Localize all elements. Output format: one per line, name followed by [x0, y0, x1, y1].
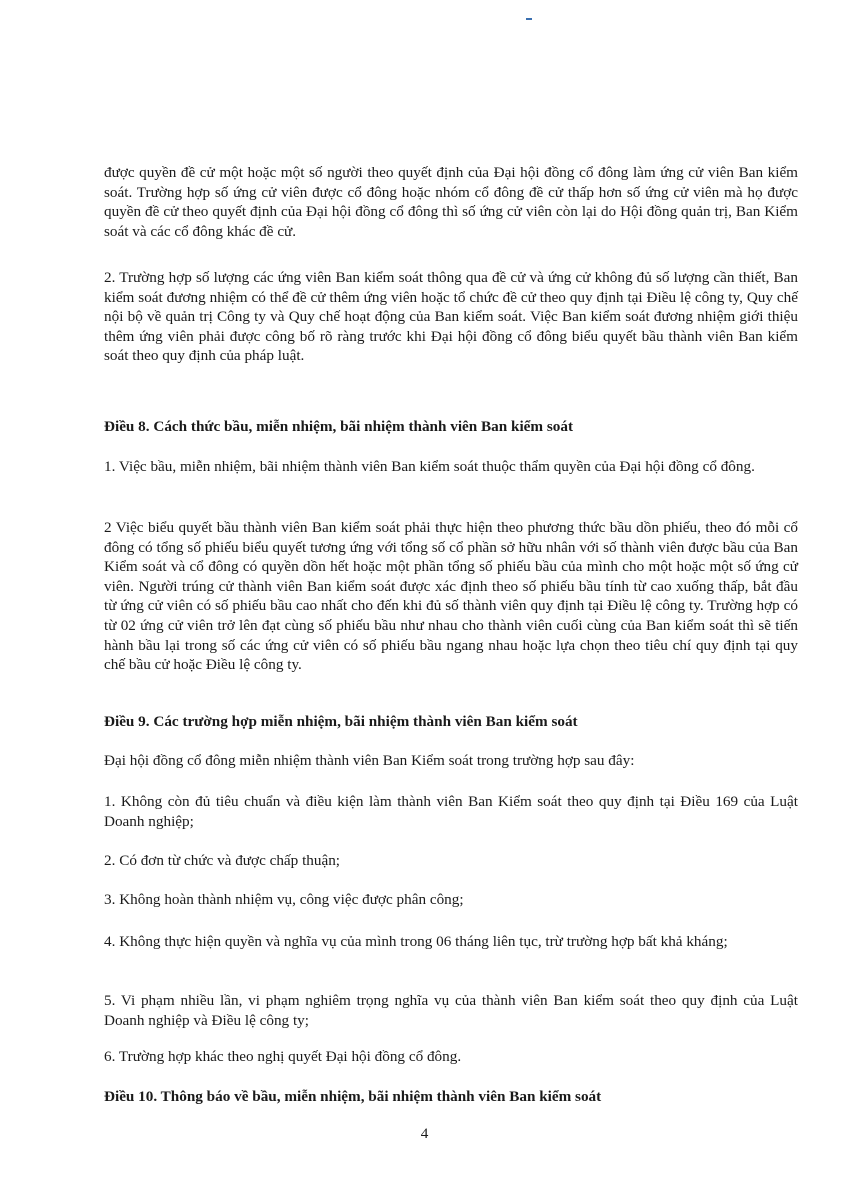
paragraph-article-9-item-6: 6. Trường hợp khác theo nghị quyết Đại hội đồng cổ đông.: [104, 1048, 462, 1065]
heading-article-10: Điều 10. Thông báo về bầu, miễn nhiệm, bãi nhiệm thành viên Ban kiểm soát: [104, 1088, 602, 1105]
heading-article-8: Điều 8. Cách thức bầu, miễn nhiệm, bãi nhiệm thành viên Ban kiểm soát: [104, 418, 574, 435]
paragraph-clause-2: 2. Trường hợp số lượng các ứng viên Ban kiểm soát thông qua đề cử và ứng cử không đủ số lượng cần thiết, Ban kiểm soát đương nhiệm có thể đề cử thêm ứng viên hoặc tổ chức đề cử theo quy định tại Điều lệ công ty, Quy chế nội bộ về quản trị Công ty và Quy chế hoạt động của Ban kiểm soát. Việc Ban kiểm soát đương nhiệm giới thiệu thêm ứng viên phải được công bố rõ ràng trước khi Đại hội đồng cổ đông biểu quyết bầu thành viên Ban kiểm soát theo quy định của pháp luật.: [104, 269, 798, 365]
paragraph-article-9-item-1: 1. Không còn đủ tiêu chuẩn và điều kiện làm thành viên Ban Kiểm soát theo quy định tại Điều 169 của Luật Doanh nghiệp;: [104, 793, 798, 830]
paragraph-article-8-clause-2: 2 Việc biểu quyết bầu thành viên Ban kiểm soát phải thực hiện theo phương thức bầu dồn phiếu, theo đó mỗi cổ đông có tổng số phiếu biểu quyết tương ứng với tổng số cổ phần sở hữu nhân với số thành viên được bầu của Ban Kiểm soát và cổ đông có quyền dồn hết hoặc một phần tổng số phiếu bầu của mình cho một hoặc một số ứng cử viên. Người trúng cử thành viên Ban kiểm soát được xác định theo số phiếu bầu tính từ cao xuống thấp, bắt đầu từ ứng cử viên có số phiếu bầu cao nhất cho đến khi đủ số thành viên quy định tại Điều lệ công ty. Trường hợp có từ 02 ứng cử viên trở lên đạt cùng số phiếu bầu như nhau cho thành viên cuối cùng của Ban kiểm soát thì sẽ tiến hành bầu lại trong số các ứng cử viên có số phiếu bầu ngang nhau hoặc lựa chọn theo tiêu chí quy định tại quy chế bầu cử hoặc Điều lệ công ty.: [104, 519, 798, 674]
paragraph-article-9-item-2: 2. Có đơn từ chức và được chấp thuận;: [104, 852, 341, 869]
heading-article-9: Điều 9. Các trường hợp miễn nhiệm, bãi nhiệm thành viên Ban kiểm soát: [104, 713, 578, 730]
paragraph-article-9-item-4: 4. Không thực hiện quyền và nghĩa vụ của mình trong 06 tháng liên tục, trừ trường hợp bất khả kháng;: [104, 933, 728, 950]
paragraph-article-8-clause-1: 1. Việc bầu, miễn nhiệm, bãi nhiệm thành viên Ban kiểm soát thuộc thẩm quyền của Đại hội đồng cổ đông.: [104, 458, 755, 475]
page-number: 4: [420, 1125, 429, 1142]
scan-mark: [526, 18, 532, 20]
paragraph-article-9-intro: Đại hội đồng cổ đông miễn nhiệm thành viên Ban Kiểm soát trong trường hợp sau đây:: [104, 752, 635, 769]
paragraph-continuation: được quyền đề cử một hoặc một số người theo quyết định của Đại hội đồng cổ đông làm ứng cử viên Ban kiểm soát. Trường hợp số ứng cử viên được cổ đông hoặc nhóm cổ đông đề cử thấp hơn số ứng cử viên mà họ được quyền đề cử theo quyết định của Đại hội đồng cổ đông thì số ứng cử viên còn lại do Hội đồng quản trị, Ban Kiểm soát và các cổ đông khác đề cử.: [104, 164, 798, 240]
paragraph-article-9-item-3: 3. Không hoàn thành nhiệm vụ, công việc được phân công;: [104, 891, 464, 908]
paragraph-article-9-item-5: 5. Vi phạm nhiều lần, vi phạm nghiêm trọng nghĩa vụ của thành viên Ban kiểm soát theo quy định của Luật Doanh nghiệp và Điều lệ công ty;: [104, 992, 798, 1029]
